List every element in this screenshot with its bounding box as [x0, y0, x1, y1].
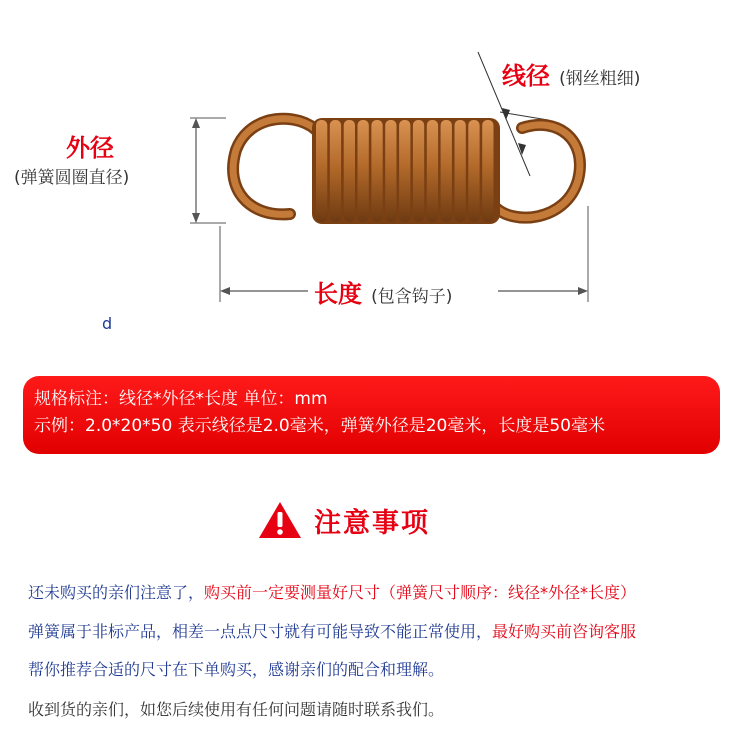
notice-line-1: 还未购买的亲们注意了，购买前一定要测量好尺寸（弹簧尺寸顺序：线径*外径*长度） — [28, 583, 637, 602]
wire-diameter-label — [502, 56, 640, 91]
wire-diameter-title: 线径 — [502, 62, 550, 90]
coil-turn — [455, 120, 466, 222]
outer-diameter-desc: (弹簧圆圈直径) — [14, 168, 130, 188]
warning-icon — [258, 500, 302, 540]
coil-turn — [358, 120, 369, 222]
coil-turn — [427, 120, 438, 222]
spec-line-1: 规格标注：线径*外径*长度 单位：mm — [34, 389, 328, 409]
coil-turn — [385, 120, 396, 222]
spring-coil — [312, 118, 500, 224]
outer-diameter-title: 外径 — [66, 134, 114, 162]
coil-turn — [482, 120, 493, 222]
spec-line-2: 示例：2.0*20*50 表示线径是2.0毫米，弹簧外径是20毫米，长度是50毫米 — [34, 416, 606, 436]
coil-turn — [330, 120, 341, 222]
length-desc: (包含钩子) — [371, 287, 453, 307]
coil-turn — [413, 120, 424, 222]
coil-turn — [441, 120, 452, 222]
coil-turn — [344, 120, 355, 222]
outer-diameter-dimension — [190, 118, 226, 223]
notice-line-3: 帮你推荐合适的尺寸在下单购买，感谢亲们的配合和理解。 — [28, 660, 445, 679]
coil-turn — [399, 120, 410, 222]
length-title: 长度 — [314, 280, 362, 308]
spec-banner — [23, 376, 720, 454]
notice-heading — [258, 497, 430, 543]
wire-diameter-desc: (钢丝粗细) — [559, 69, 641, 89]
length-label — [314, 274, 452, 309]
notice-line-4: 收到货的亲们，如您后续使用有任何问题请随时联系我们。 — [28, 700, 445, 719]
stray-mark: d — [102, 314, 113, 333]
coil-turn — [371, 120, 382, 222]
coil-turn — [316, 120, 327, 222]
notice-title: 注意事项 — [314, 507, 430, 539]
notice-line-2: 弹簧属于非标产品，相差一点点尺寸就有可能导致不能正常使用，最好购买前咨询客服 — [28, 622, 637, 641]
coil-turn — [468, 120, 479, 222]
